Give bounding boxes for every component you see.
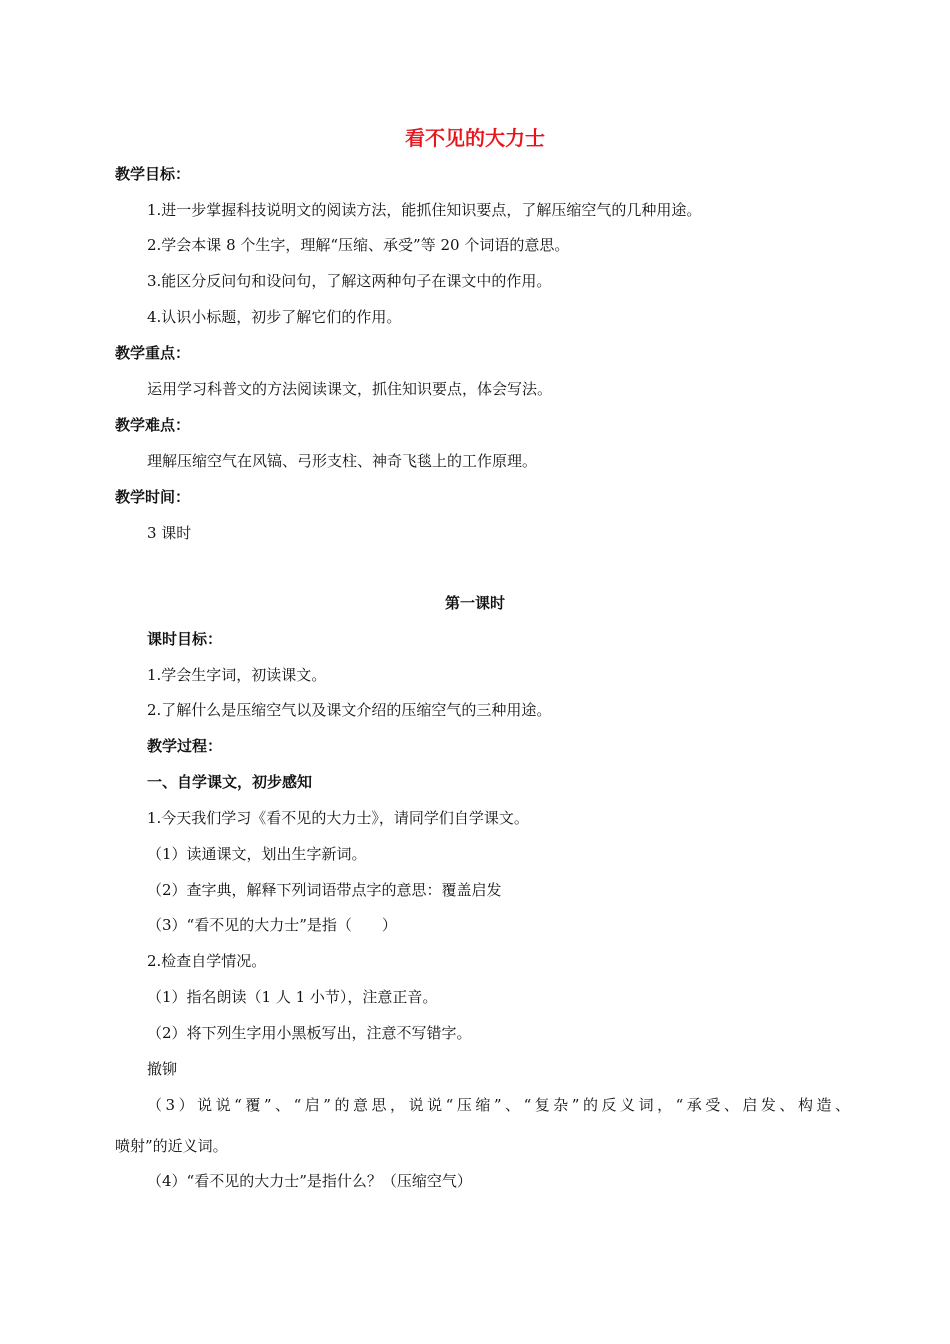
process-line: （4）“看不见的大力士”是指什么？（压缩空气）	[147, 1172, 472, 1190]
process-line: 2.检查自学情况。	[147, 952, 267, 970]
lesson1-goal: 2.了解什么是压缩空气以及课文介绍的压缩空气的三种用途。	[147, 701, 552, 719]
process-line: （2）将下列生字用小黑板写出，注意不写错字。	[147, 1024, 472, 1042]
objectives-heading: 教学目标：	[115, 165, 191, 183]
process-line: （3）“看不见的大力士”是指（ ）	[147, 916, 397, 934]
lesson1-goals-heading: 课时目标：	[147, 630, 223, 648]
process-line: （1）读通课文，划出生字新词。	[147, 845, 367, 863]
section1-heading: 一、自学课文，初步感知	[147, 773, 313, 791]
time-heading: 教学时间：	[115, 488, 191, 506]
objective-item: 1.进一步掌握科技说明文的阅读方法，能抓住知识要点，了解压缩空气的几种用途。	[147, 201, 702, 219]
process-line: （3）说说“覆”、“启”的意思，说说“压缩”、“复杂”的反义词，“承受、启发、构造、	[147, 1096, 850, 1114]
objective-item: 3.能区分反问句和设问句，了解这两种句子在课文中的作用。	[147, 272, 552, 290]
difficulties-heading: 教学难点：	[115, 416, 191, 434]
time-text: 3 课时	[147, 524, 192, 542]
process-line: （1）指名朗读（1 人 1 小节），注意正音。	[147, 988, 438, 1006]
process-line: 喷射”的近义词。	[115, 1137, 228, 1155]
difficulties-text: 理解压缩空气在风镐、弓形支柱、神奇飞毯上的工作原理。	[147, 452, 538, 470]
lesson1-process-heading: 教学过程：	[147, 737, 223, 755]
process-line: 撤铆	[147, 1060, 178, 1078]
key-points-heading: 教学重点：	[115, 344, 191, 362]
process-line: 1.今天我们学习《看不见的大力士》，请同学们自学课文。	[147, 809, 529, 827]
lesson1-goal: 1.学会生字词，初读课文。	[147, 666, 327, 684]
objective-item: 4.认识小标题，初步了解它们的作用。	[147, 308, 402, 326]
lesson1-title: 第一课时	[444, 594, 505, 612]
objective-item: 2.学会本课 8 个生字，理解“压缩、承受”等 20 个词语的意思。	[147, 236, 570, 254]
key-points-text: 运用学习科普文的方法阅读课文，抓住知识要点，体会写法。	[147, 380, 553, 398]
process-line: （2）查字典，解释下列词语带点字的意思：覆盖启发	[147, 881, 502, 899]
document-title: 看不见的大力士	[405, 126, 545, 150]
